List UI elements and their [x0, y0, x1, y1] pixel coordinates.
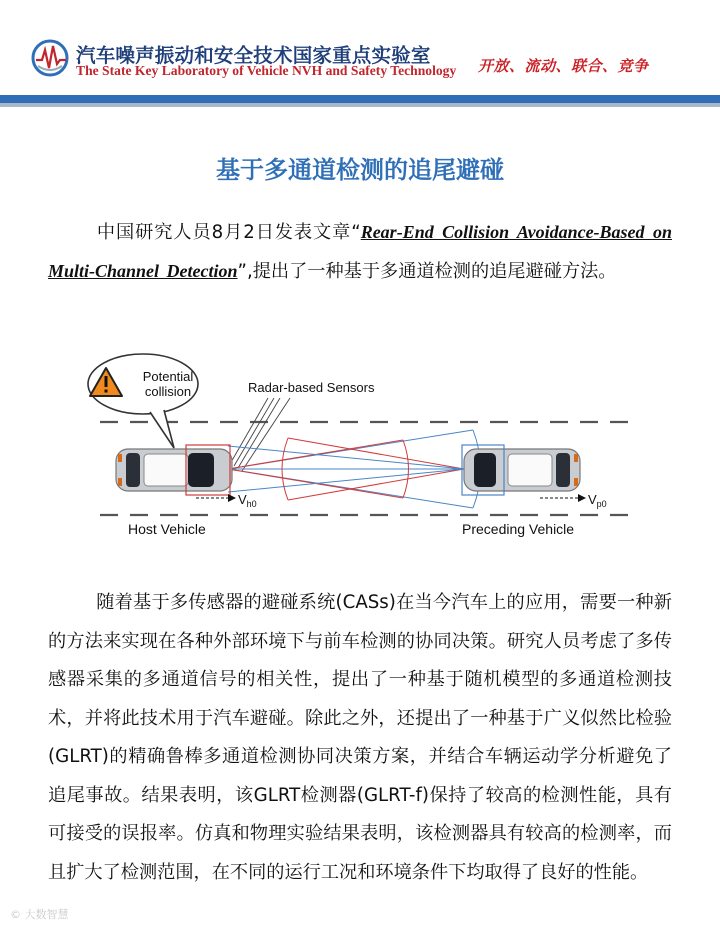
lab-logo-icon [30, 38, 70, 78]
sensors-label: Radar-based Sensors [248, 380, 375, 395]
header-divider-blue [0, 95, 720, 103]
preceding-velocity-arrow [540, 494, 586, 502]
paper-title: Rear-End Collision Avoidance-Based on Multi-Channel Detection [48, 222, 672, 281]
intro-text-after: ”,提出了一种基于多通道检测的追尾避碰方法。 [237, 261, 617, 282]
preceding-vehicle [462, 445, 580, 495]
article-title: 基于多通道检测的追尾避碰 [216, 156, 504, 184]
preceding-velocity-subscript: p0 [596, 499, 607, 509]
body-paragraph [48, 584, 672, 892]
org-name-cn: 汽车噪声振动和安全技术国家重点实验室 [76, 44, 431, 67]
slogan: 开放、流动、联合、竞争 [478, 57, 649, 75]
intro-text-before: 中国研究人员8月2日发表文章“ [96, 222, 361, 243]
callout-tail [150, 410, 174, 448]
host-velocity-symbol: V [238, 492, 247, 507]
callout-line2: collision [144, 384, 192, 399]
header-divider-gray [0, 103, 720, 107]
preceding-vehicle-label: Preceding Vehicle [462, 521, 575, 537]
host-velocity-subscript: h0 [246, 499, 257, 509]
preceding-velocity-label [588, 492, 607, 509]
host-vehicle-label: Host Vehicle [128, 521, 206, 537]
watermark: © 大数智慧 [10, 908, 69, 921]
host-vehicle [116, 445, 232, 495]
body-text: 随着基于多传感器的避碰系统(CASs)在当今汽车上的应用，需要一种新的方法来实现在各种外部环境下与前车检测的协同决策。研究人员考虑了多传感器采集的多通道信号的相关性，提出了一种基于随机模型的多通道检测技术，并将此技术用于汽车避碰。除此之外，还提出了一种基于广义似然比检验(GLRT)的精确鲁棒多通道检测协同决策方案，并结合车辆运动学分析避免了追尾事故。结果表明，该GLRT检测器(GLRT-f)保持了较高的检测性能，具有可接受的误报率。仿真和物理实验结果表明，该检测器具有较高的检测率，而且扩大了检测范围，在不同的运行工况和环境条件下均取得了良好的性能。 [48, 592, 672, 883]
page-header [0, 0, 720, 108]
preceding-velocity-symbol: V [588, 492, 597, 507]
host-velocity-label [238, 492, 257, 509]
intro-paragraph [48, 213, 672, 291]
org-name-en: The State Key Laboratory of Vehicle NVH and Safety Technology [76, 63, 457, 78]
callout-line1: Potential [142, 369, 194, 384]
radar-beams [228, 430, 481, 508]
collision-diagram [78, 352, 638, 547]
